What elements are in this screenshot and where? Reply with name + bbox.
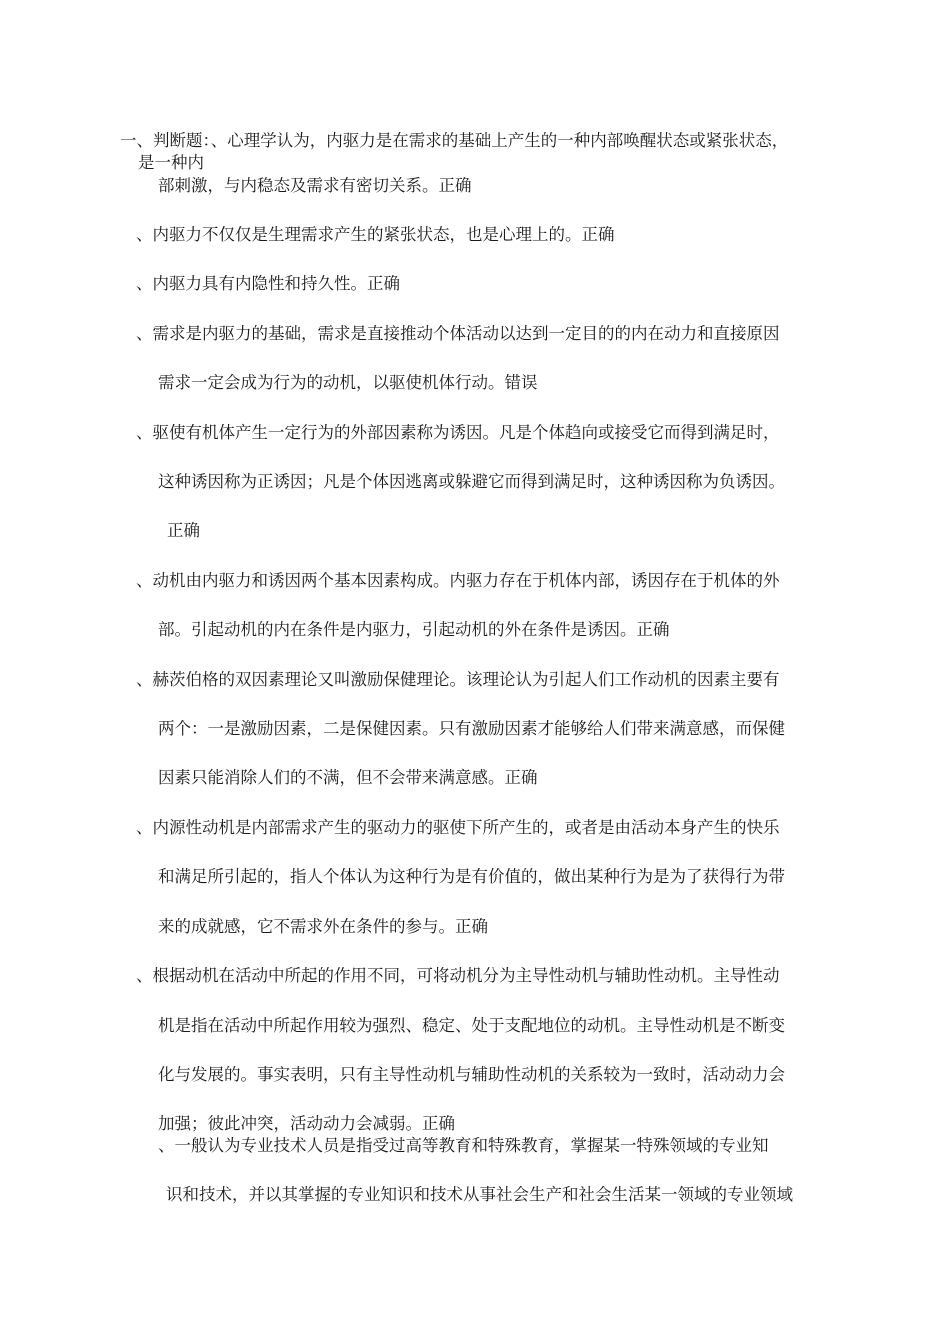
text-line: 、动机由内驱力和诱因两个基本因素构成。内驱力存在于机体内部，诱因存在于机体的外 [136, 571, 780, 590]
text-line: 、内驱力不仅仅是生理需求产生的紧张状态，也是心理上的。正确 [136, 225, 615, 244]
text-line: 因素只能消除人们的不满，但不会带来满意感。正确 [158, 768, 538, 787]
text-line: 部刺激，与内稳态及需求有密切关系。正确 [158, 176, 472, 195]
text-line: 两个：一是激励因素，二是保健因素。只有激励因素才能够给人们带来满意感，而保健 [158, 719, 785, 738]
text-line: 、赫茨伯格的双因素理论又叫激励保健理论。该理论认为引起人们工作动机的因素主要有 [136, 670, 780, 689]
text-line: 、驱使有机体产生一定行为的外部因素称为诱因。凡是个体趋向或接受它而得到满足时， [136, 423, 780, 442]
text-line: 机是指在活动中所起作用较为强烈、稳定、处于支配地位的动机。主导性动机是不断变 [158, 1016, 785, 1035]
text-line: 是一种内 [138, 153, 204, 172]
text-line: 正确 [167, 521, 200, 540]
text-line: 需求一定会成为行为的动机，以驱使机体行动。错误 [158, 373, 538, 392]
text-line: 识和技术，并以其掌握的专业知识和技术从事社会生产和社会生活某一领域的专业领域 [166, 1185, 793, 1204]
text-line: 、需求是内驱力的基础，需求是直接推动个体活动以达到一定目的的内在动力和直接原因 [136, 324, 780, 343]
text-line: 化与发展的。事实表明，只有主导性动机与辅助性动机的关系较为一致时，活动动力会 [158, 1065, 785, 1084]
text-line: 部。引起动机的内在条件是内驱力，引起动机的外在条件是诱因。正确 [158, 620, 670, 639]
text-line: 、根据动机在活动中所起的作用不同，可将动机分为主导性动机与辅助性动机。主导性动 [136, 966, 780, 985]
text-line: 加强；彼此冲突，活动动力会减弱。正确 [158, 1114, 455, 1133]
text-line: 、内驱力具有内隐性和持久性。正确 [136, 274, 400, 293]
text-line: 这种诱因称为正诱因；凡是个体因逃离或躲避它而得到满足时，这种诱因称为负诱因。 [158, 472, 785, 491]
text-line: 一、判断题：、心理学认为，内驱力是在需求的基础上产生的一种内部唤醒状态或紧张状态， [120, 131, 789, 150]
text-line: 、内源性动机是内部需求产生的驱动力的驱使下所产生的，或者是由活动本身产生的快乐 [136, 818, 780, 837]
text-line: 和满足所引起的，指人个体认为这种行为是有价值的，做出某种行为是为了获得行为带 [158, 867, 785, 886]
text-line: 来的成就感，它不需求外在条件的参与。正确 [158, 917, 488, 936]
text-line: 、一般认为专业技术人员是指受过高等教育和特殊教育，掌握某一特殊领域的专业知 [158, 1136, 769, 1155]
